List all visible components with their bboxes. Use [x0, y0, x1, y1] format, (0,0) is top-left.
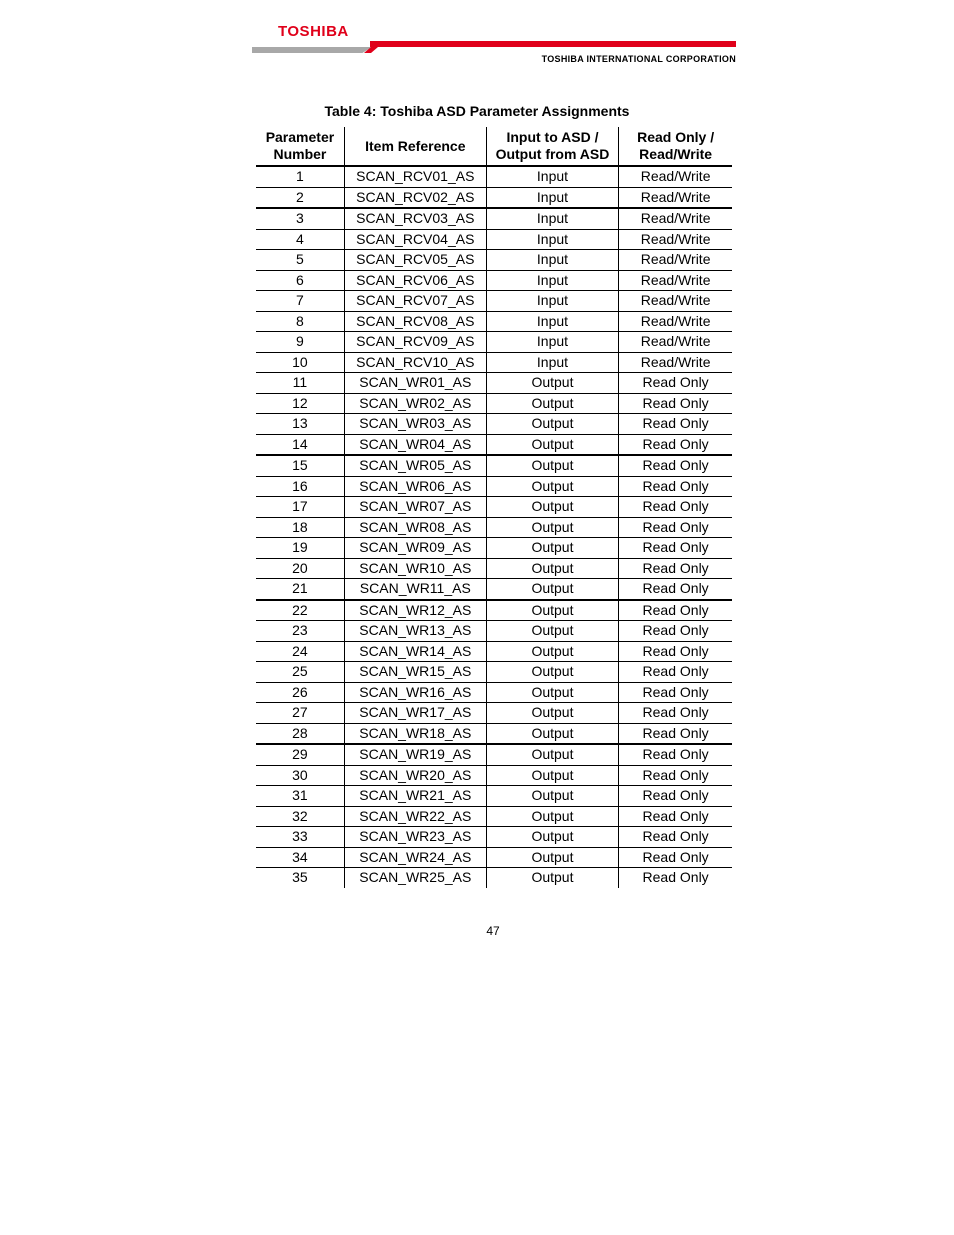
- column-header-parameter-number: [256, 127, 344, 166]
- cell-direction: Output: [486, 806, 618, 827]
- cell-access: Read Only: [619, 414, 732, 435]
- cell-item-reference: SCAN_WR06_AS: [344, 476, 486, 497]
- cell-item-reference: SCAN_WR10_AS: [344, 558, 486, 579]
- cell-direction: Output: [486, 558, 618, 579]
- cell-direction: Output: [486, 744, 618, 765]
- page-header: [252, 20, 738, 70]
- cell-access: Read Only: [619, 538, 732, 559]
- cell-parameter-number: 11: [256, 373, 344, 394]
- cell-parameter-number: 18: [256, 517, 344, 538]
- cell-direction: Output: [486, 723, 618, 744]
- cell-direction: Input: [486, 187, 618, 208]
- cell-direction: Output: [486, 786, 618, 807]
- cell-item-reference: SCAN_WR09_AS: [344, 538, 486, 559]
- cell-item-reference: SCAN_WR19_AS: [344, 744, 486, 765]
- cell-item-reference: SCAN_RCV05_AS: [344, 250, 486, 271]
- cell-parameter-number: 33: [256, 827, 344, 848]
- cell-parameter-number: 27: [256, 703, 344, 724]
- cell-parameter-number: 35: [256, 868, 344, 888]
- cell-direction: Input: [486, 311, 618, 332]
- cell-access: Read Only: [619, 723, 732, 744]
- cell-parameter-number: 15: [256, 455, 344, 476]
- cell-parameter-number: 17: [256, 497, 344, 518]
- header-text: Number: [273, 146, 327, 162]
- cell-direction: Input: [486, 352, 618, 373]
- cell-item-reference: SCAN_WR15_AS: [344, 662, 486, 683]
- cell-parameter-number: 5: [256, 250, 344, 271]
- cell-item-reference: SCAN_RCV09_AS: [344, 332, 486, 353]
- cell-parameter-number: 2: [256, 187, 344, 208]
- cell-access: Read Only: [619, 497, 732, 518]
- table-row: [256, 352, 732, 373]
- cell-item-reference: SCAN_WR05_AS: [344, 455, 486, 476]
- cell-parameter-number: 3: [256, 208, 344, 229]
- cell-item-reference: SCAN_WR23_AS: [344, 827, 486, 848]
- cell-direction: Output: [486, 538, 618, 559]
- cell-item-reference: SCAN_RCV10_AS: [344, 352, 486, 373]
- column-header-item-reference: Item Reference: [344, 127, 486, 166]
- cell-access: Read Only: [619, 434, 732, 455]
- cell-access: Read/Write: [619, 311, 732, 332]
- cell-parameter-number: 26: [256, 682, 344, 703]
- cell-direction: Input: [486, 270, 618, 291]
- cell-parameter-number: 13: [256, 414, 344, 435]
- cell-parameter-number: 24: [256, 641, 344, 662]
- table-row: [256, 600, 732, 621]
- header-grey-bar: [252, 47, 372, 53]
- table-header-row: [256, 127, 732, 166]
- table-row: [256, 786, 732, 807]
- table-row: [256, 476, 732, 497]
- cell-item-reference: SCAN_WR11_AS: [344, 579, 486, 600]
- table-row: [256, 538, 732, 559]
- cell-access: Read Only: [619, 806, 732, 827]
- table-row: [256, 641, 732, 662]
- table-row: [256, 311, 732, 332]
- cell-item-reference: SCAN_WR21_AS: [344, 786, 486, 807]
- company-name: TOSHIBA INTERNATIONAL CORPORATION: [541, 54, 736, 64]
- cell-item-reference: SCAN_RCV02_AS: [344, 187, 486, 208]
- table-row: [256, 806, 732, 827]
- table-row: [256, 765, 732, 786]
- cell-item-reference: SCAN_WR03_AS: [344, 414, 486, 435]
- cell-access: Read Only: [619, 393, 732, 414]
- cell-access: Read Only: [619, 682, 732, 703]
- table-row: [256, 703, 732, 724]
- table-row: [256, 847, 732, 868]
- cell-item-reference: SCAN_WR12_AS: [344, 600, 486, 621]
- header-text: Input to ASD /: [506, 129, 599, 145]
- cell-access: Read/Write: [619, 187, 732, 208]
- cell-item-reference: SCAN_RCV07_AS: [344, 291, 486, 312]
- cell-access: Read Only: [619, 476, 732, 497]
- cell-access: Read Only: [619, 868, 732, 888]
- table-body: [256, 166, 732, 888]
- cell-parameter-number: 32: [256, 806, 344, 827]
- cell-access: Read/Write: [619, 208, 732, 229]
- cell-direction: Output: [486, 847, 618, 868]
- header-text: Read/Write: [639, 146, 713, 162]
- cell-item-reference: SCAN_RCV01_AS: [344, 166, 486, 187]
- cell-direction: Input: [486, 166, 618, 187]
- cell-parameter-number: 29: [256, 744, 344, 765]
- cell-direction: Output: [486, 434, 618, 455]
- cell-access: Read/Write: [619, 166, 732, 187]
- cell-direction: Output: [486, 414, 618, 435]
- table-row: [256, 187, 732, 208]
- cell-access: Read Only: [619, 847, 732, 868]
- cell-parameter-number: 23: [256, 621, 344, 642]
- cell-direction: Output: [486, 641, 618, 662]
- cell-direction: Input: [486, 208, 618, 229]
- table-row: [256, 662, 732, 683]
- cell-parameter-number: 10: [256, 352, 344, 373]
- cell-item-reference: SCAN_WR04_AS: [344, 434, 486, 455]
- table-row: [256, 868, 732, 888]
- cell-parameter-number: 16: [256, 476, 344, 497]
- cell-parameter-number: 9: [256, 332, 344, 353]
- cell-direction: Output: [486, 579, 618, 600]
- cell-item-reference: SCAN_WR25_AS: [344, 868, 486, 888]
- cell-direction: Output: [486, 393, 618, 414]
- cell-item-reference: SCAN_WR20_AS: [344, 765, 486, 786]
- page-number: 47: [486, 924, 500, 938]
- cell-item-reference: SCAN_RCV03_AS: [344, 208, 486, 229]
- cell-parameter-number: 6: [256, 270, 344, 291]
- table-row: [256, 208, 732, 229]
- cell-access: Read Only: [619, 641, 732, 662]
- cell-direction: Input: [486, 250, 618, 271]
- table-row: [256, 270, 732, 291]
- cell-access: Read/Write: [619, 250, 732, 271]
- cell-parameter-number: 19: [256, 538, 344, 559]
- header-text: Output from ASD: [495, 146, 610, 162]
- table-row: [256, 434, 732, 455]
- table-row: [256, 393, 732, 414]
- cell-item-reference: SCAN_WR08_AS: [344, 517, 486, 538]
- cell-parameter-number: 28: [256, 723, 344, 744]
- header-text: Parameter: [265, 129, 335, 145]
- cell-parameter-number: 21: [256, 579, 344, 600]
- table-row: [256, 621, 732, 642]
- cell-item-reference: SCAN_WR17_AS: [344, 703, 486, 724]
- table-row: [256, 827, 732, 848]
- table-row: [256, 579, 732, 600]
- column-header-access: [619, 127, 732, 166]
- cell-item-reference: SCAN_WR22_AS: [344, 806, 486, 827]
- cell-access: Read/Write: [619, 229, 732, 250]
- table-caption: Table 4: Toshiba ASD Parameter Assignments: [324, 103, 630, 119]
- cell-access: Read/Write: [619, 291, 732, 312]
- cell-direction: Output: [486, 455, 618, 476]
- cell-parameter-number: 20: [256, 558, 344, 579]
- cell-parameter-number: 34: [256, 847, 344, 868]
- cell-parameter-number: 14: [256, 434, 344, 455]
- cell-access: Read/Write: [619, 352, 732, 373]
- cell-direction: Output: [486, 682, 618, 703]
- cell-direction: Output: [486, 600, 618, 621]
- cell-access: Read Only: [619, 373, 732, 394]
- cell-parameter-number: 4: [256, 229, 344, 250]
- cell-item-reference: SCAN_WR24_AS: [344, 847, 486, 868]
- table-row: [256, 682, 732, 703]
- cell-access: Read Only: [619, 765, 732, 786]
- table-row: [256, 291, 732, 312]
- table-row: [256, 250, 732, 271]
- cell-item-reference: SCAN_WR02_AS: [344, 393, 486, 414]
- table-row: [256, 517, 732, 538]
- table-row: [256, 166, 732, 187]
- cell-direction: Input: [486, 229, 618, 250]
- cell-parameter-number: 7: [256, 291, 344, 312]
- cell-access: Read/Write: [619, 270, 732, 291]
- cell-item-reference: SCAN_WR18_AS: [344, 723, 486, 744]
- cell-direction: Output: [486, 765, 618, 786]
- cell-access: Read Only: [619, 827, 732, 848]
- cell-access: Read/Write: [619, 332, 732, 353]
- cell-item-reference: SCAN_WR16_AS: [344, 682, 486, 703]
- cell-direction: Output: [486, 703, 618, 724]
- cell-access: Read Only: [619, 744, 732, 765]
- cell-access: Read Only: [619, 517, 732, 538]
- table-row: [256, 497, 732, 518]
- table-row: [256, 455, 732, 476]
- table-row: [256, 414, 732, 435]
- cell-access: Read Only: [619, 662, 732, 683]
- table-row: [256, 229, 732, 250]
- toshiba-logo: TOSHIBA: [278, 23, 349, 40]
- cell-item-reference: SCAN_RCV08_AS: [344, 311, 486, 332]
- cell-item-reference: SCAN_WR14_AS: [344, 641, 486, 662]
- cell-access: Read Only: [619, 621, 732, 642]
- cell-item-reference: SCAN_RCV06_AS: [344, 270, 486, 291]
- cell-access: Read Only: [619, 579, 732, 600]
- table-row: [256, 723, 732, 744]
- cell-item-reference: SCAN_WR07_AS: [344, 497, 486, 518]
- cell-direction: Output: [486, 517, 618, 538]
- cell-direction: Output: [486, 373, 618, 394]
- cell-direction: Output: [486, 868, 618, 888]
- cell-direction: Input: [486, 291, 618, 312]
- table-row: [256, 373, 732, 394]
- table-row: [256, 558, 732, 579]
- cell-item-reference: SCAN_WR01_AS: [344, 373, 486, 394]
- cell-direction: Output: [486, 621, 618, 642]
- parameter-table: [256, 127, 732, 888]
- header-red-bar: [370, 41, 736, 47]
- cell-direction: Output: [486, 476, 618, 497]
- cell-direction: Output: [486, 497, 618, 518]
- cell-access: Read Only: [619, 786, 732, 807]
- cell-parameter-number: 8: [256, 311, 344, 332]
- cell-parameter-number: 12: [256, 393, 344, 414]
- table-row: [256, 332, 732, 353]
- cell-parameter-number: 25: [256, 662, 344, 683]
- cell-parameter-number: 1: [296, 168, 304, 185]
- header-text: Read Only /: [637, 129, 715, 145]
- cell-item-reference: SCAN_WR13_AS: [344, 621, 486, 642]
- cell-access: Read Only: [619, 600, 732, 621]
- cell-parameter-number: 30: [256, 765, 344, 786]
- cell-item-reference: SCAN_RCV04_AS: [344, 229, 486, 250]
- cell-access: Read Only: [619, 558, 732, 579]
- column-header-input-output: [486, 127, 618, 166]
- cell-direction: Input: [486, 332, 618, 353]
- cell-direction: Output: [486, 662, 618, 683]
- cell-parameter-number: 31: [256, 786, 344, 807]
- cell-access: Read Only: [619, 703, 732, 724]
- cell-access: Read Only: [619, 455, 732, 476]
- table-row: [256, 744, 732, 765]
- cell-direction: Output: [486, 827, 618, 848]
- cell-parameter-number: 22: [256, 600, 344, 621]
